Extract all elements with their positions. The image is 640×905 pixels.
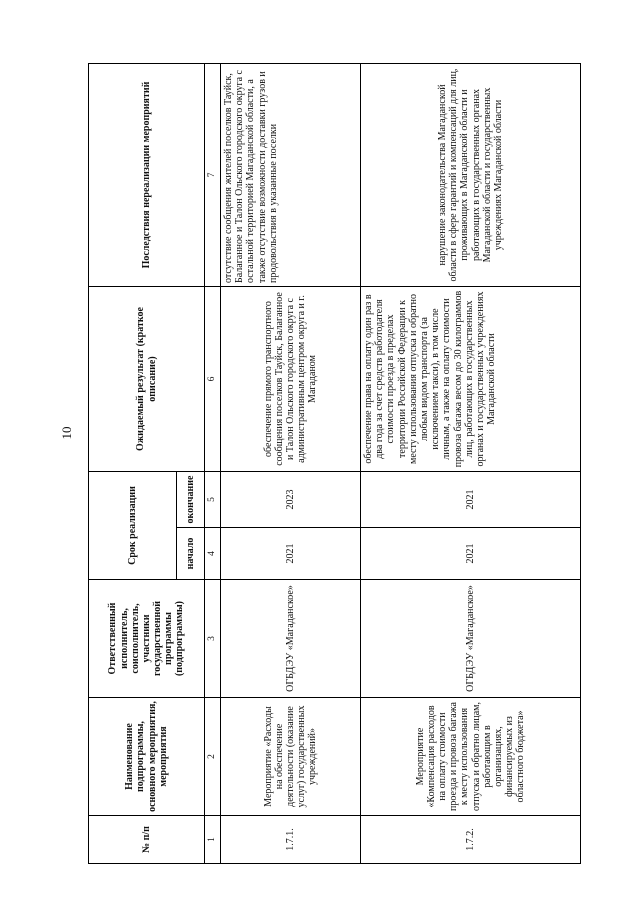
col-number: 4 <box>205 528 221 580</box>
measures-table <box>88 63 581 864</box>
header-consequences: Последствия нереализации мероприятий <box>89 64 205 287</box>
rotated-table-container <box>88 64 580 864</box>
header-name: Наименование подпрограммы, основного мероприятия, мероприятия <box>89 698 205 816</box>
row-start: 2021 <box>221 528 361 580</box>
row-num: 1.7.1. <box>221 816 361 864</box>
row-name: Мероприятие «Компенсация расходов на оплату стоимости проезда и провоза багажа к месту использования отпуска и обратно лицам, работающим в организациях, финансируемых из областного бюджета» <box>361 698 581 816</box>
header-row <box>89 64 177 864</box>
row-result: обеспечение права на оплату один раз в два года за счет средств работодателя стоимости проезда в пределах территории Российской Федерации к месту использования отпуска и обратно любым видом транспорта (за исключением такси), в том числе личным, а также на оплату стоимости провоза багажа весом до 30 килограммов лиц, работающих в государственных органах и государственных учреждениях Магаданской области <box>361 287 581 472</box>
row-end: 2023 <box>221 472 361 528</box>
header-term: Срок реализации <box>89 472 177 580</box>
col-number: 1 <box>205 816 221 864</box>
row-consequences: нарушение законодательства Магаданской области в сфере гарантий и компенсаций для лиц, проживающих в Магаданской области и работающих в государственных органах Магаданской области и государственных учреждениях Магаданской области <box>361 64 581 287</box>
column-numbers-row <box>205 64 221 864</box>
row-executor: ОГБДЭУ «Магаданское» <box>361 580 581 698</box>
col-number: 2 <box>205 698 221 816</box>
header-result: Ожидаемый результат (краткое описание) <box>89 287 205 472</box>
col-number: 5 <box>205 472 221 528</box>
header-num: № п/п <box>89 816 205 864</box>
row-start: 2021 <box>361 528 581 580</box>
row-consequences: отсутствие сообщения жителей поселков Тауйск, Балаганное и Талон Ольского городского округа с остальной территорией Магаданской области, а также отсутствие возможности доставки грузов и продовольствия в указанные поселки <box>221 64 361 287</box>
row-num: 1.7.2. <box>361 816 581 864</box>
table-row <box>361 64 581 864</box>
header-executor: Ответственный исполнитель, соисполнитель, участники государственной программы (подпрограммы) <box>89 580 205 698</box>
col-number: 7 <box>205 64 221 287</box>
row-name: Мероприятие «Расходы на обеспечение деятельности (оказание услуг) государственных учреждений» <box>221 698 361 816</box>
page-number: 10 <box>59 426 74 440</box>
header-start: начало <box>177 528 205 580</box>
col-number: 3 <box>205 580 221 698</box>
row-end: 2021 <box>361 472 581 528</box>
table-row <box>221 64 361 864</box>
header-end: окончание <box>177 472 205 528</box>
col-number: 6 <box>205 287 221 472</box>
row-executor: ОГБДЭУ «Магаданское» <box>221 580 361 698</box>
row-result: обеспечение прямого транспортного сообщения поселков Тауйск, Балаганное и Талон Ольского городского округа с административным центром округа и г. Магаданом <box>221 287 361 472</box>
